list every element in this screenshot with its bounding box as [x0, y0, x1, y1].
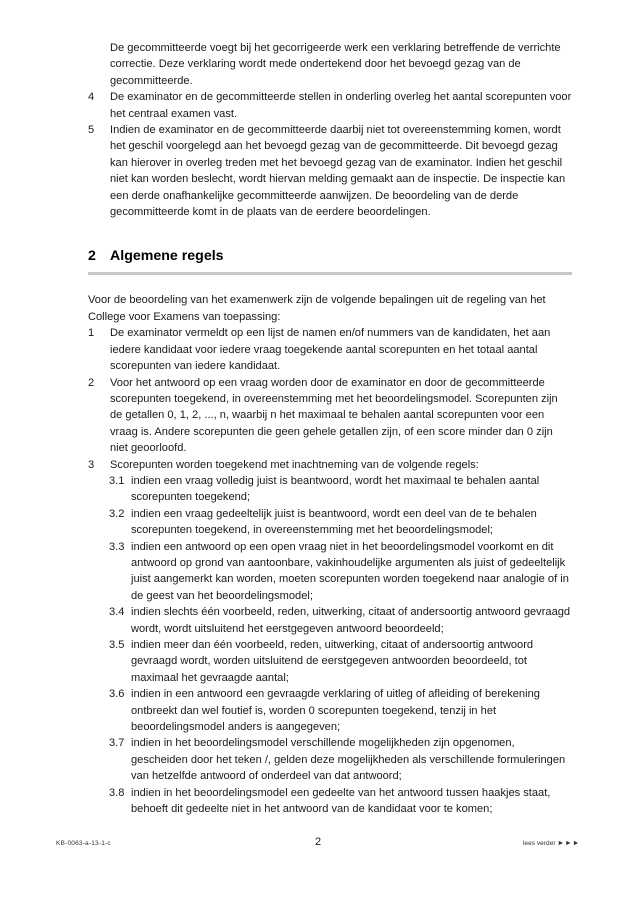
list-item	[88, 785, 572, 818]
top-numbered-list	[88, 89, 572, 220]
list-item	[88, 375, 572, 457]
sub-item-number: 3.2	[109, 507, 125, 520]
list-item-text: Voor het antwoord op een vraag worden door de examinator en door de gecommitteerde scorepunten toegekend, in overeenstemming met het beoordelingsmodel. Scorepunten zijn de getallen 0, 1, 2, ..., n, waarbij n het maximaal te behalen aantal scorepunten voor een vraag is. Andere scorepunten die geen gehele getallen zijn, of een score minder dan 0 zijn niet geoorloofd.	[110, 376, 558, 455]
sub-item-text: indien een vraag volledig juist is beantwoord, wordt het maximaal te behalen aantal scorepunten toegekend;	[131, 474, 540, 504]
list-item	[88, 457, 572, 473]
list-item	[88, 473, 572, 506]
list-item-text: De examinator en de gecommitteerde stellen in onderling overleg het aantal scorepunten voor het centraal examen vast.	[110, 91, 572, 120]
list-item	[88, 604, 572, 637]
continuation-paragraph: De gecommitteerde voegt bij het gecorrigeerde werk een verklaring betreffende de verrichte correctie. Deze verklaring wordt mede ondertekend door het bevoegd gezag van de gecommitteerde.	[110, 42, 561, 87]
list-item	[88, 89, 572, 122]
sub-item-number: 3.6	[109, 688, 125, 701]
sub-item-number: 3.8	[109, 786, 125, 799]
page-title	[88, 246, 572, 266]
page-footer	[56, 836, 580, 856]
list-item	[88, 539, 572, 605]
list-item	[88, 122, 572, 220]
sub-item-number: 3.3	[109, 540, 125, 553]
sub-item-text: indien een antwoord op een open vraag niet in het beoordelingsmodel voorkomt en dit antwoord op grond van aantoonbare, vakinhoudelijke argumenten als juist of gedeeltelijk juist aangemerkt kan worden, moeten scorepunten worden toegekend naar analogie of in de geest van het beoordelingsmodel;	[131, 540, 569, 602]
section-number: 2	[88, 248, 96, 265]
section-title: Algemene regels	[110, 248, 224, 265]
sub-item-text: indien meer dan één voorbeeld, reden, uitwerking, citaat of andersoortig antwoord gevraagd wordt, worden uitsluitend de eerstgegeven antwoorden beoordeeld, tot maximaal het gevraagde aantal;	[131, 639, 534, 684]
page-number: 2	[314, 836, 322, 848]
heading-divider	[88, 272, 572, 275]
sub-item-number: 3.1	[109, 474, 125, 487]
sub-item-number: 3.5	[109, 639, 125, 651]
sub-item-number: 3.4	[109, 606, 125, 619]
sub-item-text: indien slechts één voorbeeld, reden, uitwerking, citaat of andersoortig antwoord gevraagd wordt, wordt uitsluitend het eerstgegeven antwoord beoordeeld;	[131, 606, 571, 635]
list-item-number: 3	[88, 458, 95, 471]
sub-item-text: indien in een antwoord een gevraagde verklaring of uitleg of afleiding of berekening ontbreekt dan wel foutief is, worden 0 scorepunten toegekend, tenzij in het beoordelingsmodel anders is aangegeven;	[131, 688, 540, 734]
intro-paragraph: Voor de beoordeling van het examenwerk zijn de volgende bepalingen uit de regeling van het College voor Examens van toepassing:	[88, 294, 546, 323]
page-content	[88, 40, 572, 817]
section-heading-block	[88, 246, 572, 275]
list-item-number: 5	[88, 124, 95, 137]
list-item-text: Scorepunten worden toegekend met inachtneming van de volgende regels:	[110, 458, 479, 471]
continue-notice	[523, 840, 580, 847]
list-item-number: 2	[88, 376, 95, 389]
list-item	[88, 637, 572, 686]
triangle-right-icon: ►►►	[557, 840, 580, 847]
list-item	[88, 506, 572, 539]
list-item	[88, 686, 572, 735]
list-item	[88, 325, 572, 374]
sub-item-number: 3.7	[109, 737, 125, 750]
list-item	[88, 735, 572, 784]
continue-label: lees verder	[522, 840, 556, 847]
list-item-text: De examinator vermeldt op een lijst de namen en/of nummers van de kandidaten, het aan iedere kandidaat voor iedere vraag toegekende aantal scorepunten en het totaal aantal scorepunten van iedere kandidaat.	[110, 327, 551, 373]
list-item-text: Indien de examinator en de gecommitteerde daarbij niet tot overeenstemming komen, wordt het geschil voorgelegd aan het bevoegd gezag van de gecommitteerde. Dit bevoegd gezag kan hierover in overleg treden met het bevoegd gezag van de examinator. Indien het geschil niet kan worden beslecht, wordt hiervan melding gemaakt aan de inspectie. De inspectie kan een derde onafhankelijke gecommitteerde aanwijzen. De beoordeling van de derde gecommitteerde komt in de plaats van de eerdere beoordelingen.	[110, 124, 566, 219]
list-item-number: 1	[88, 327, 95, 340]
sub-item-text: indien een vraag gedeeltelijk juist is beantwoord, wordt een deel van de te behalen scorepunten toegekend, in overeenstemming met het beoordelingsmodel;	[131, 507, 537, 537]
list-item-number: 4	[88, 91, 95, 104]
sub-item-text: indien in het beoordelingsmodel verschillende mogelijkheden zijn opgenomen, gescheiden door het teken /, gelden deze mogelijkheden als verschillende formuleringen van hetzelfde antwoord of onderdeel van dat antwoord;	[131, 737, 566, 783]
subrules-list	[88, 473, 572, 818]
rules-list	[88, 325, 572, 473]
exam-code: KB-0063-a-13-1-c	[56, 840, 111, 847]
sub-item-text: indien in het beoordelingsmodel een gedeelte van het antwoord tussen haakjes staat, behoeft dit gedeelte niet in het antwoord van de kandidaat voor te komen;	[131, 786, 551, 816]
